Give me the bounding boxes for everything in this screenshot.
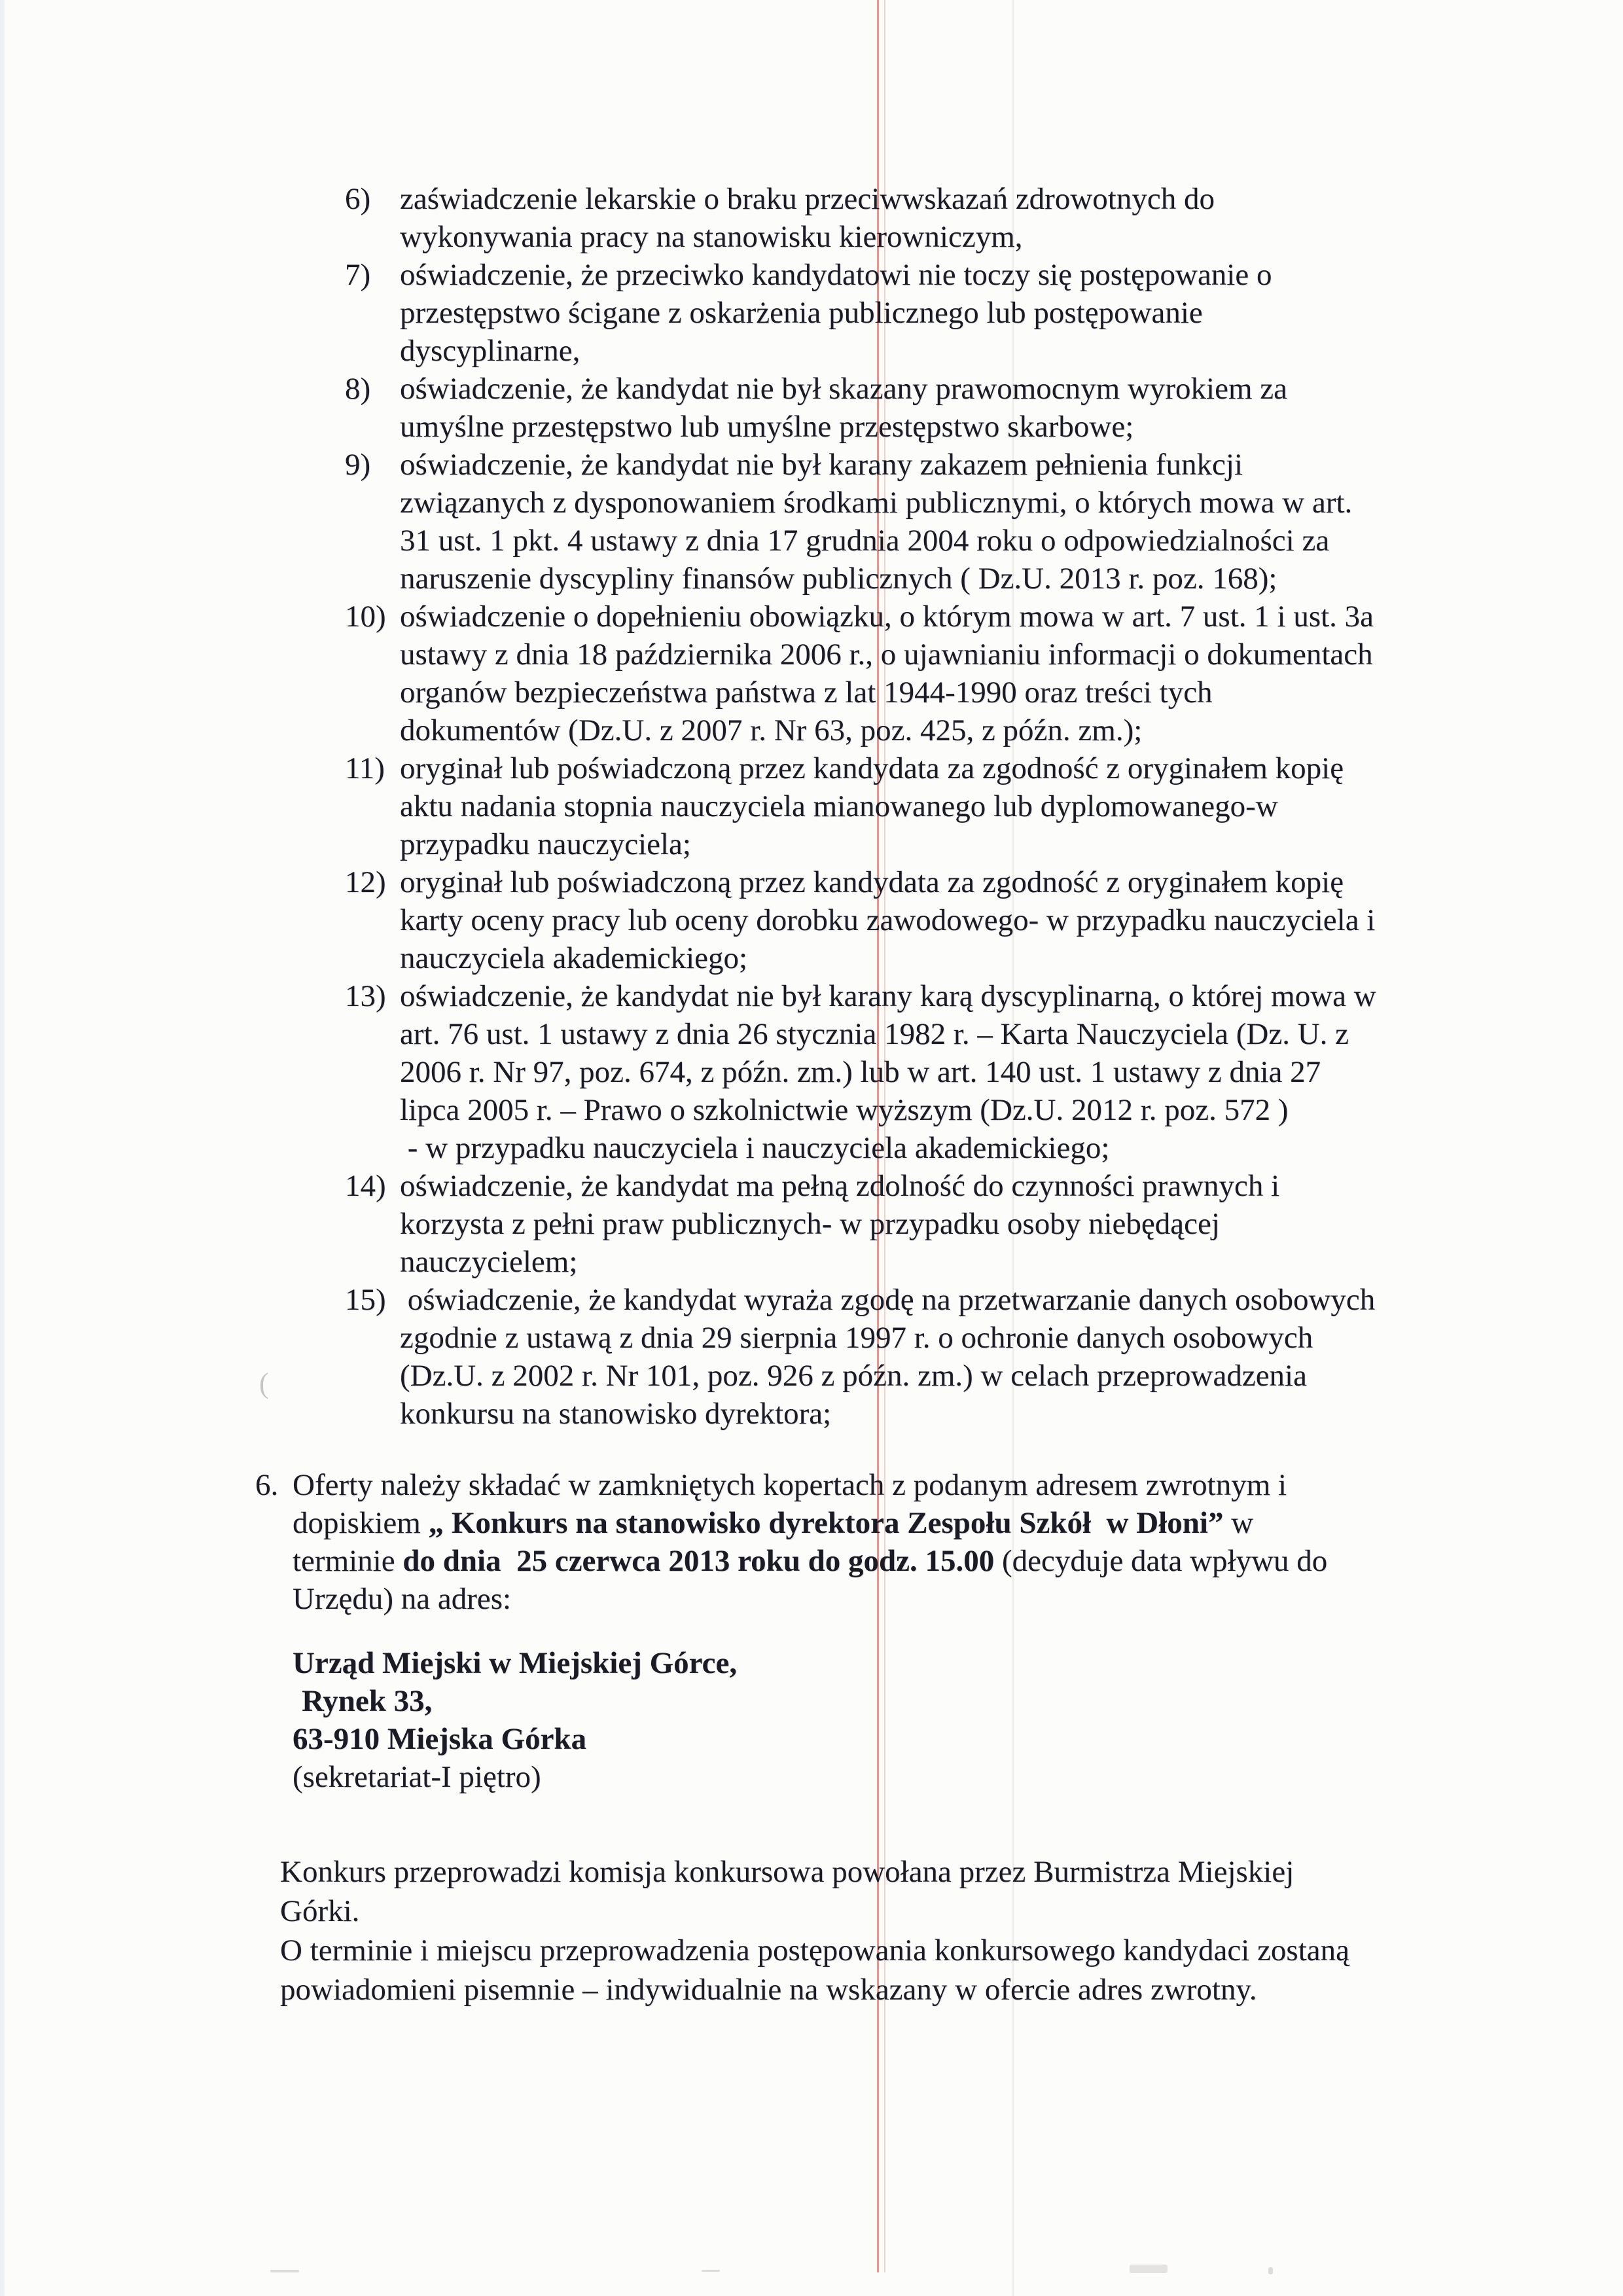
text-line: [293, 1542, 1327, 1580]
text-line: związanych z dysponowaniem środkami publicznymi, o których mowa w art.: [400, 486, 1353, 520]
text-line: oryginał lub poświadczoną przez kandydata za zgodność z oryginałem kopię: [400, 865, 1344, 899]
section-number: 6.: [255, 1468, 279, 1502]
text-line: konkursu na stanowisko dyrektora;: [400, 1397, 832, 1431]
list-item-number: 8): [345, 372, 371, 406]
text-line: powiadomieni pisemnie – indywidualnie na wskazany w ofercie adres zwrotny.: [280, 1973, 1257, 2007]
list-item-text: [400, 863, 1375, 977]
text-line: zgodnie z ustawą z dnia 29 sierpnia 1997 r. o ochronie danych osobowych: [400, 1321, 1313, 1355]
text-line: ustawy z dnia 18 października 2006 r., o ujawnianiu informacji o dokumentach: [400, 637, 1373, 672]
list-item-text: [400, 749, 1344, 863]
text-line: oświadczenie, że kandydat nie był karany zakazem pełnienia funkcji: [400, 448, 1243, 482]
text-line: dyscyplinarne,: [400, 334, 580, 368]
address-block: [293, 1644, 737, 1796]
text-line: O terminie i miejscu przeprowadzenia postępowania konkursowego kandydaci zostaną: [280, 1933, 1350, 1967]
list-item: [345, 256, 1376, 370]
list-item-number: 7): [345, 258, 371, 292]
text-run: (decyduje data wpływu do: [1002, 1544, 1328, 1578]
list-item-text: [400, 1281, 1375, 1433]
numbered-list: [345, 180, 1376, 1433]
list-item-text: [400, 256, 1272, 370]
text-line: 31 ust. 1 pkt. 4 ustawy z dnia 17 grudnia 2004 roku o odpowiedzialności za: [400, 524, 1330, 558]
text-line: - w przypadku nauczyciela i nauczyciela akademickiego;: [400, 1131, 1110, 1165]
text-line: Konkurs przeprowadzi komisja konkursowa powołana przez Burmistrza Miejskiej: [280, 1855, 1294, 1889]
list-item-number: 14): [345, 1169, 386, 1203]
text-line: wykonywania pracy na stanowisku kierowniczym,: [400, 220, 1023, 254]
list-item-text: [400, 977, 1376, 1167]
list-item-text: [400, 598, 1374, 749]
address-line: Rynek 33,: [302, 1684, 433, 1718]
list-item-number: 6): [345, 182, 371, 216]
list-item-number: 10): [345, 600, 386, 634]
text-run: w: [1223, 1506, 1254, 1540]
scan-smudge: [1130, 2265, 1168, 2273]
text-line: lipca 2005 r. – Prawo o szkolnictwie wyższym (Dz.U. 2012 r. poz. 572 ): [400, 1093, 1289, 1127]
scan-smudge: [702, 2270, 720, 2272]
list-item: [345, 180, 1376, 256]
scanner-edge-tint: [0, 0, 5, 2296]
list-item-text: [400, 446, 1352, 598]
text-line: oświadczenie, że kandydat ma pełną zdolność do czynności prawnych i: [400, 1169, 1280, 1203]
closing-paragraph: [280, 1852, 1349, 2009]
section-6-paragraph: [255, 1466, 1327, 1618]
text-line: oświadczenie, że kandydat nie był karany karą dyscyplinarną, o której mowa w: [400, 979, 1376, 1013]
list-item: [345, 863, 1376, 977]
text-line: oświadczenie o dopełnieniu obowiązku, o którym mowa w art. 7 ust. 1 i ust. 3a: [400, 600, 1374, 634]
text-line: 2006 r. Nr 97, poz. 674, z późn. zm.) lub w art. 140 ust. 1 ustawy z dnia 27: [400, 1055, 1321, 1089]
text-line: art. 76 ust. 1 ustawy z dnia 26 stycznia 1982 r. – Karta Nauczyciela (Dz. U. z: [400, 1017, 1349, 1051]
list-item: [345, 370, 1376, 446]
text-line: organów bezpieczeństwa państwa z lat 1944-1990 oraz treści tych: [400, 675, 1213, 709]
text-line: naruszenie dyscypliny finansów publicznych ( Dz.U. 2013 r. poz. 168);: [400, 562, 1277, 596]
text-line: przypadku nauczyciela;: [400, 827, 691, 861]
list-item-number: 13): [345, 979, 386, 1013]
list-item-text: [400, 1167, 1279, 1281]
text-line: karty oceny pracy lub oceny dorobku zawodowego- w przypadku nauczyciela i: [400, 903, 1376, 937]
text-line: aktu nadania stopnia nauczyciela mianowanego lub dyplomowanego-w: [400, 789, 1278, 823]
text-line: [293, 1504, 1327, 1542]
list-item-text: [400, 180, 1215, 256]
list-item: [345, 977, 1376, 1167]
text-line: Górki.: [280, 1894, 360, 1928]
scan-noise-mark: (: [259, 1367, 269, 1399]
address-line: 63-910 Miejska Górka: [293, 1722, 587, 1756]
scan-smudge: [1268, 2267, 1273, 2274]
list-item-number: 12): [345, 865, 386, 899]
bold-text-run: do dnia 25 czerwca 2013 roku do godz. 15.00: [402, 1544, 1003, 1578]
text-run: terminie: [293, 1544, 403, 1578]
bold-text-run: „ Konkurs na stanowisko dyrektora Zespołu Szkół w Dłoni”: [428, 1506, 1224, 1540]
text-line: [293, 1466, 1327, 1504]
text-line: umyślne przestępstwo lub umyślne przestępstwo skarbowe;: [400, 410, 1134, 444]
list-item-text: [400, 370, 1287, 446]
text-line: oświadczenie, że przeciwko kandydatowi nie toczy się postępowanie o: [400, 258, 1272, 292]
text-line: oryginał lub poświadczoną przez kandydata za zgodność z oryginałem kopię: [400, 751, 1344, 785]
text-line: (Dz.U. z 2002 r. Nr 101, poz. 926 z późn. zm.) w celach przeprowadzenia: [400, 1359, 1307, 1393]
text-run: dopiskiem: [293, 1506, 429, 1540]
text-line: przestępstwo ścigane z oskarżenia publicznego lub postępowanie: [400, 296, 1203, 330]
text-line: nauczyciela akademickiego;: [400, 941, 748, 975]
list-item-number: 11): [345, 751, 385, 785]
text-line: oświadczenie, że kandydat nie był skazany prawomocnym wyrokiem za: [400, 372, 1287, 406]
list-item: [345, 598, 1376, 749]
list-item: [345, 1281, 1376, 1433]
list-item: [345, 446, 1376, 598]
section-text: [293, 1466, 1327, 1618]
list-item-number: 15): [345, 1283, 386, 1317]
text-line: oświadczenie, że kandydat wyraża zgodę na przetwarzanie danych osobowych: [400, 1283, 1376, 1317]
text-line: zaświadczenie lekarskie o braku przeciwwskazań zdrowotnych do: [400, 182, 1215, 216]
text-line: [293, 1580, 1327, 1618]
address-line: Urząd Miejski w Miejskiej Górce,: [293, 1646, 738, 1680]
scan-smudge: [270, 2270, 299, 2272]
text-line: nauczycielem;: [400, 1245, 578, 1279]
list-item: [345, 1167, 1376, 1281]
text-run: Oferty należy składać w zamkniętych kopertach z podanym adresem zwrotnym i: [293, 1468, 1287, 1502]
text-run: Urzędu) na adres:: [293, 1582, 512, 1616]
address-line: (sekretariat-I piętro): [293, 1760, 541, 1794]
text-line: dokumentów (Dz.U. z 2007 r. Nr 63, poz. 425, z późn. zm.);: [400, 713, 1143, 747]
text-line: korzysta z pełni praw publicznych- w przypadku osoby niebędącej: [400, 1207, 1220, 1241]
list-item: [345, 749, 1376, 863]
list-item-number: 9): [345, 448, 371, 482]
